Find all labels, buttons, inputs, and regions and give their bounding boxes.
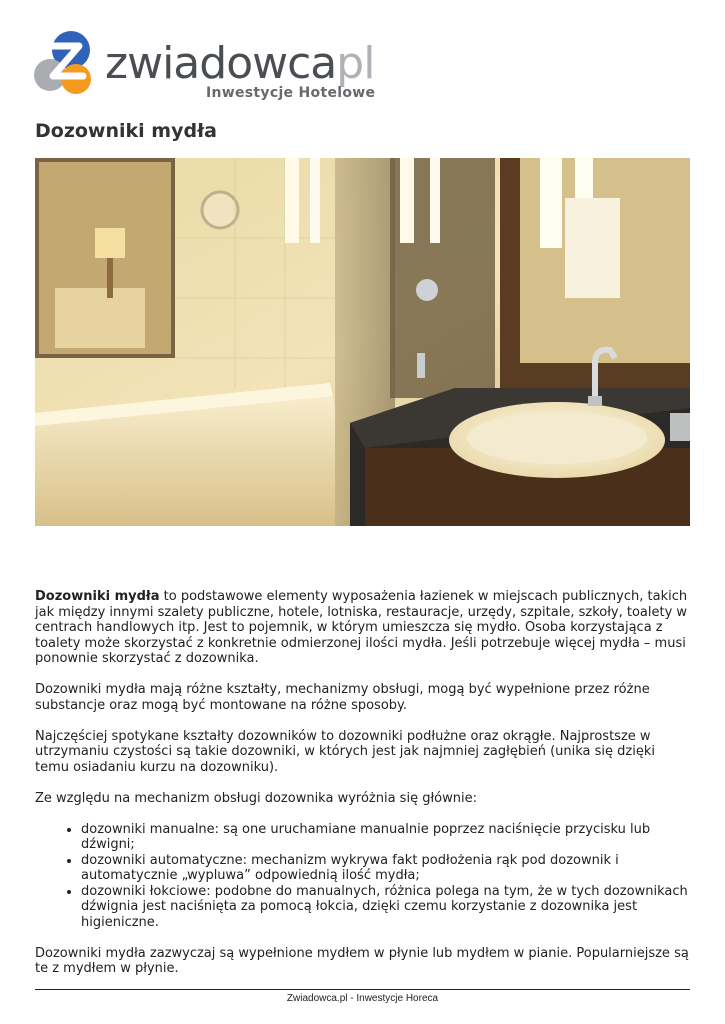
closing-paragraph: Dozowniki mydła zazwyczaj są wypełnione mydłem w płynie lub mydłem w pianie. Popularniejsze są te z mydłem w płynie.: [35, 945, 689, 976]
paragraph-types: Najczęściej spotykane kształty dozowników to dozowniki podłużne oraz okrągłe. Najprostsze w utrzymaniu czystości są takie dozowniki, w których jest jak najmniej zagłębień (unika się dzięki temu osiadaniu kurzu na dozowniku).: [35, 728, 655, 775]
paragraph-shapes: Dozowniki mydła mają różne kształty, mechanizmy obsługi, mogą być wypełnione przez różne substancje oraz mogą być montowane na różne sposoby.: [35, 682, 650, 713]
logo-wordmark: [105, 38, 374, 89]
page-title: Dozowniki mydła: [35, 120, 217, 142]
logo-tld: pl: [336, 38, 375, 89]
z-logo-mark-icon: [33, 30, 95, 96]
bathroom-photo: [35, 158, 690, 526]
list-item: • dozowniki manualne: są one uruchamiane manualnie poprzez naciśnięcie przycisku lub dźwigni;: [81, 822, 690, 853]
article-body: [35, 589, 690, 992]
footer-divider: [35, 989, 690, 990]
intro-bold-term: Dozowniki mydła: [35, 589, 160, 604]
mechanism-list: [35, 822, 690, 931]
logo-brand: zwiadowca: [105, 38, 337, 89]
logo-tagline: Inwestycje Hotelowe: [206, 85, 376, 101]
intro-text: to podstawowe elementy wyposażenia łazienek w miejscach publicznych, takich jak między innymi szalety publiczne, hotele, lotniska, restauracje, urzędy, szpitale, szkoły, toalety w centrach handlowych itp. Jest to pojemnik, w którym umieszcza się mydło. Osoba korzystająca z toalety może skorzystać z konkretnie odmierzonej ilości mydła. Jeśli potrzebuje więcej mydła – musi ponownie skorzystać z dozownika.: [35, 589, 688, 666]
intro-paragraph: [35, 589, 690, 667]
logo[interactable]: [33, 30, 413, 105]
list-item: • dozowniki łokciowe: podobne do manualnych, różnica polega na tym, że w tych dozownikach dźwignia jest naciśnięta za pomocą łokcia, dzięki czemu korzystanie z dozownika jest higieniczne.: [81, 884, 690, 931]
paragraph-mechanism: Ze względu na mechanizm obsługi dozownika wyróżnia się głównie:: [35, 790, 477, 806]
footer-text: Zwiadowca.pl - Inwestycje Horeca: [286, 993, 439, 1004]
list-item: • dozowniki automatyczne: mechanizm wykrywa fakt podłożenia rąk pod dozownik i automatycznie „wypluwa” odpowiednią ilość mydła;: [81, 853, 690, 884]
